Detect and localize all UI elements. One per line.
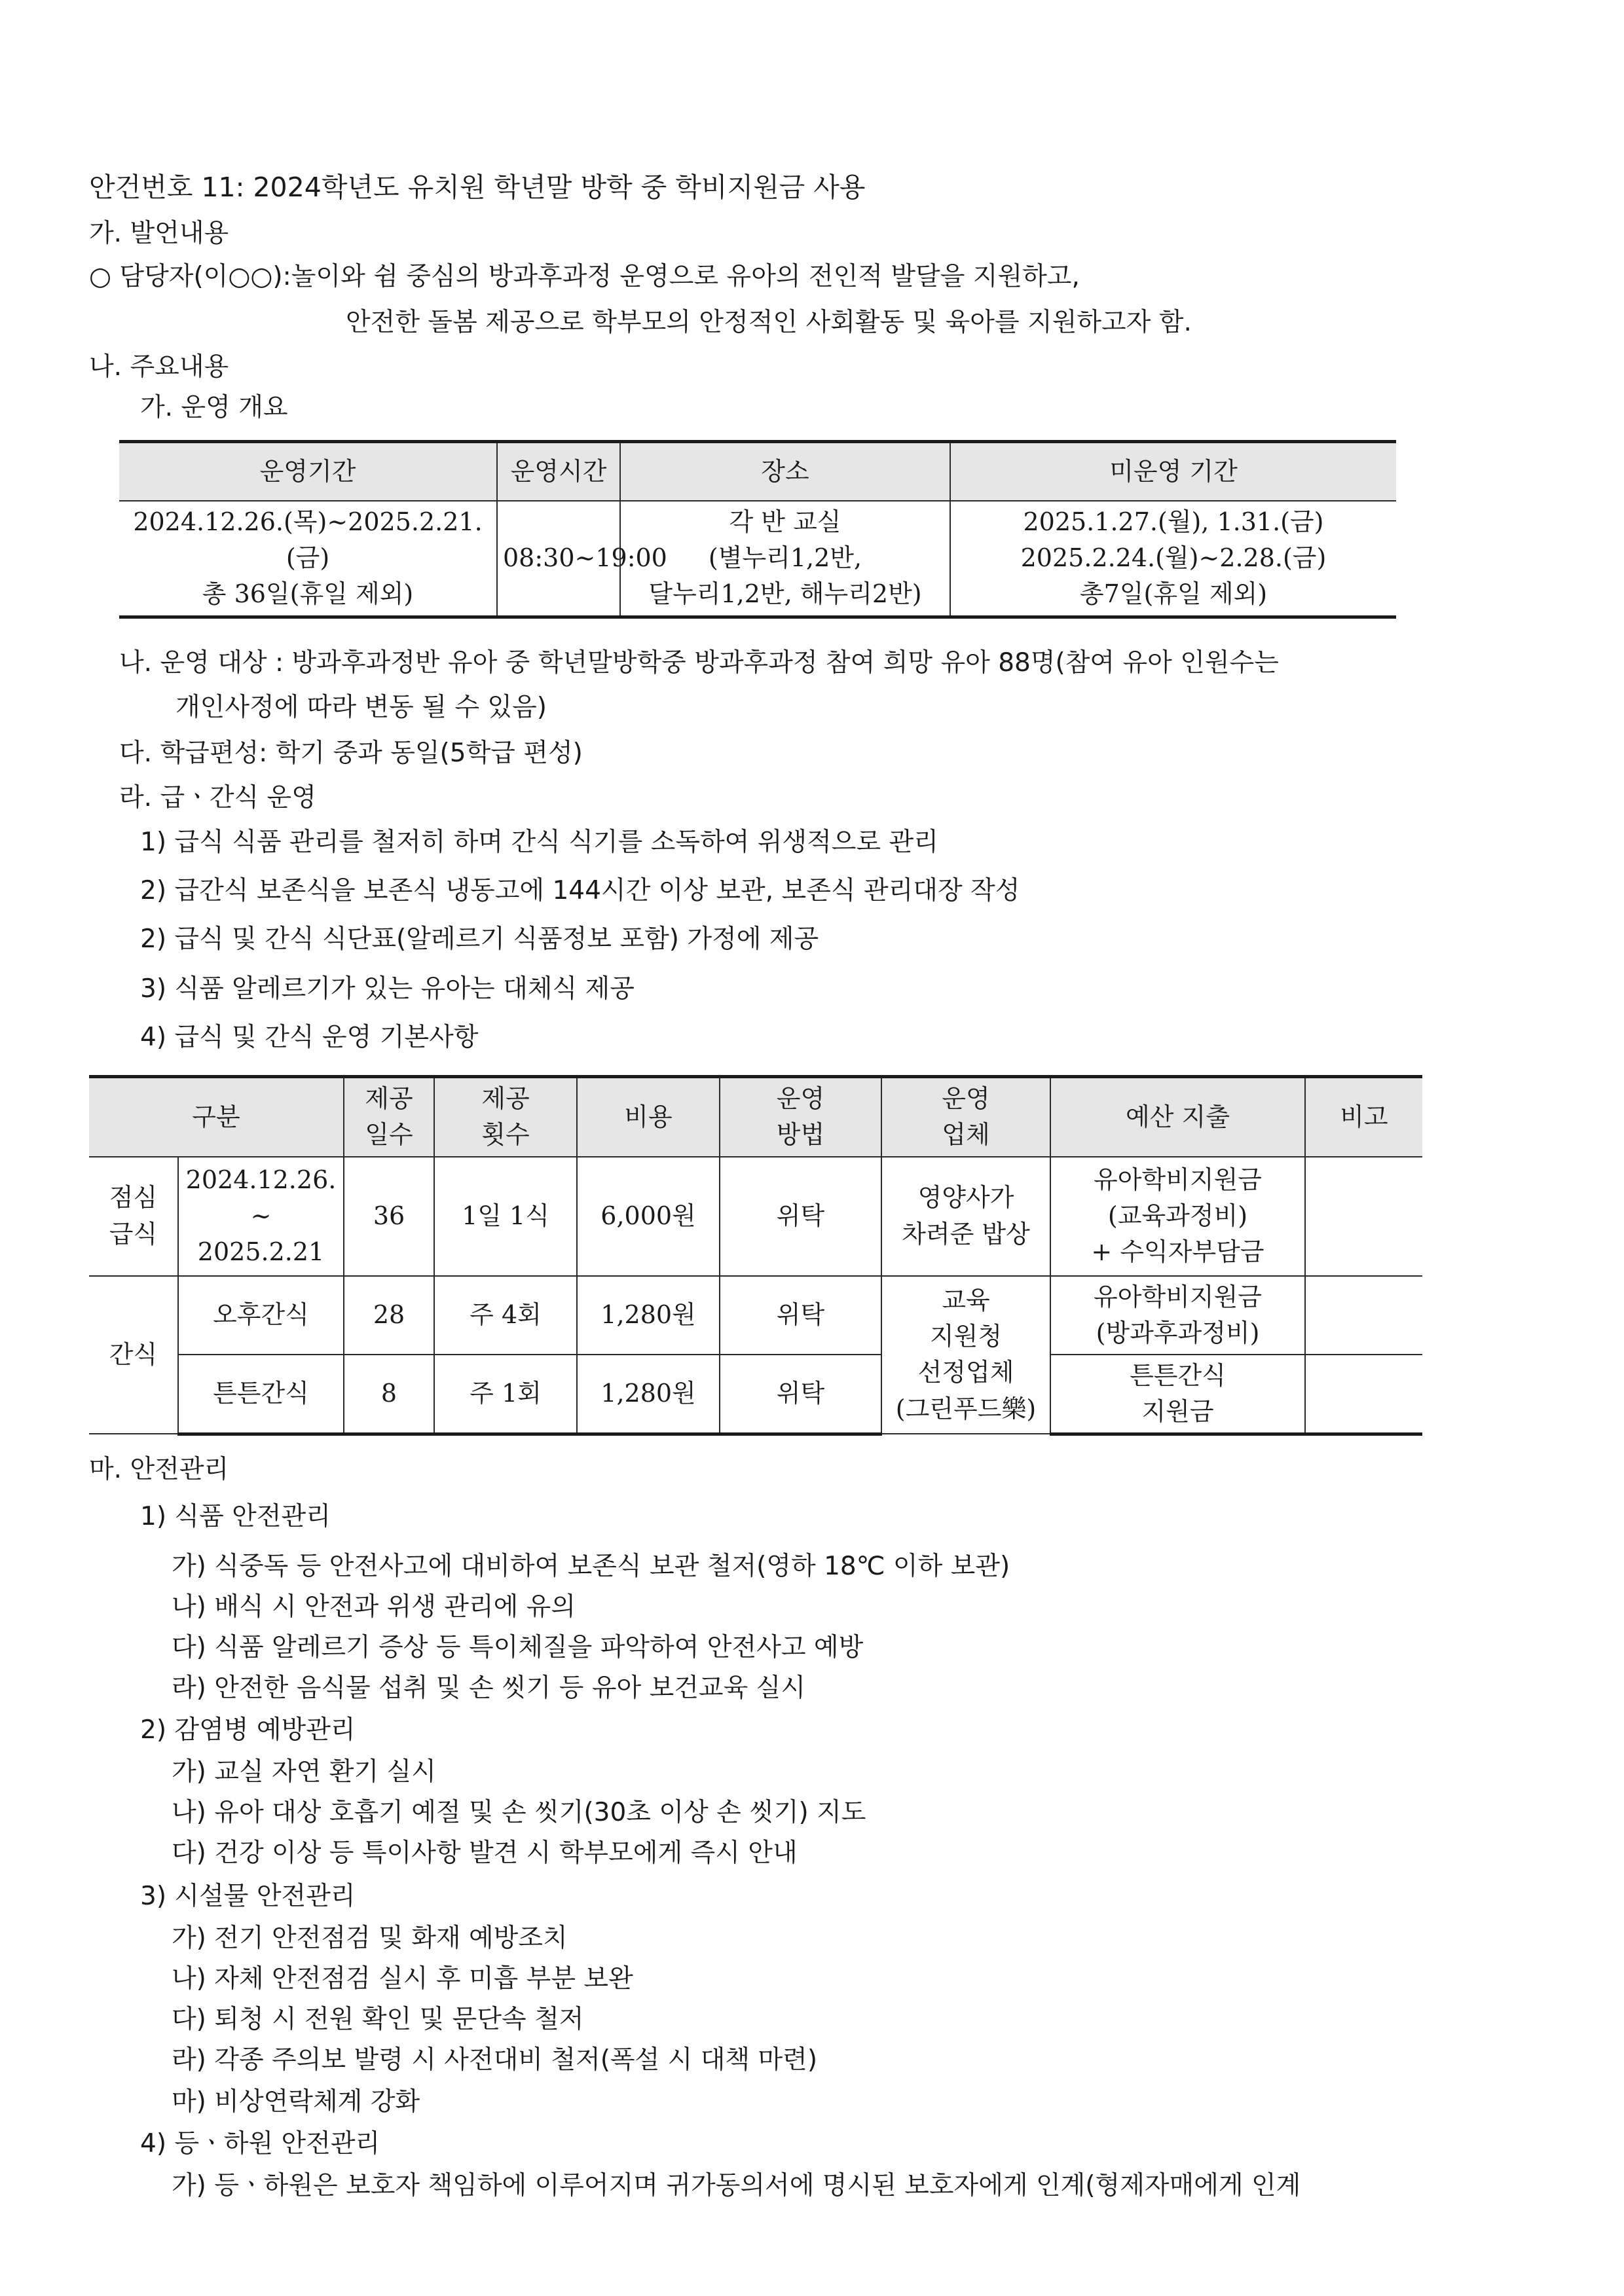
meal-table [89, 1075, 1422, 1436]
lunch-vendor: 영양사가 차려준 밥상 [881, 1157, 1050, 1276]
healthy-snack-note [1305, 1355, 1422, 1434]
healthy-snack-count: 주 1회 [434, 1355, 577, 1434]
lunch-method: 위탁 [720, 1157, 881, 1276]
safety-subheading: 1) 식품 안전관리 [140, 1502, 331, 1531]
overview-header-time: 운영시간 [497, 442, 620, 501]
overview-place-line: 달누리1,2반, 해누리2반) [648, 579, 922, 609]
overview-place-line: (별누리1,2반, [708, 543, 862, 573]
healthy-snack-cost: 1,280원 [577, 1355, 720, 1434]
overview-header-period: 운영기간 [119, 442, 497, 501]
meal-heading: 라. 급ㆍ간식 운영 [119, 783, 316, 812]
target-line-2: 개인사정에 따라 변동 될 수 있음) [175, 693, 547, 722]
safety-item: 라) 각종 주의보 발령 시 사전대비 철저(폭설 시 대책 마련) [172, 2045, 818, 2075]
overview-closed-cell [950, 501, 1396, 617]
meal-header-note: 비고 [1305, 1077, 1422, 1157]
safety-subheading: 3) 시설물 안전관리 [140, 1882, 356, 1911]
meal-header-count: 제공 횟수 [434, 1077, 577, 1157]
class-composition: 다. 학급편성: 학기 중과 동일(5학급 편성) [119, 738, 583, 768]
meal-header-days: 제공 일수 [344, 1077, 434, 1157]
overview-table [119, 440, 1396, 619]
snack-vendor [881, 1276, 1050, 1434]
afternoon-snack-cost: 1,280원 [577, 1276, 720, 1355]
safety-heading: 마. 안전관리 [89, 1455, 229, 1484]
lunch-budget-line: (교육과정비) [1107, 1201, 1248, 1230]
lunch-period-line: 2025.2.21 [197, 1237, 325, 1267]
lunch-days: 36 [344, 1157, 434, 1276]
agenda-title: 안건번호 11: 2024학년도 유치원 학년말 방학 중 학비지원금 사용 [89, 172, 866, 203]
snack-vendor-line: 교육 [942, 1286, 990, 1315]
section-na-heading: 나. 주요내용 [89, 352, 229, 382]
meal-header-cost: 비용 [577, 1077, 720, 1157]
speaker-line-2: 안전한 돌봄 제공으로 학부모의 안정적인 사회활동 및 육아를 지원하고자 함. [346, 308, 1192, 337]
snack-label: 간식 [89, 1276, 178, 1434]
target-line-1: 나. 운영 대상 : 방과후과정반 유아 중 학년말방학중 방과후과정 참여 희망 유아 88명(참여 유아 인원수는 [119, 648, 1279, 678]
safety-item: 가) 식중독 등 안전사고에 대비하여 보존식 보관 철저(영하 18℃ 이하 보관) [172, 1552, 1010, 1581]
lunch-period-line: ~ [250, 1201, 272, 1230]
afternoon-budget-line: 유아학비지원금 [1094, 1282, 1262, 1311]
meal-header-budget: 예산 지출 [1050, 1077, 1305, 1157]
overview-header-closed: 미운영 기간 [950, 442, 1396, 501]
snack-vendor-line: 지원청 [929, 1322, 1003, 1351]
afternoon-snack-days: 28 [344, 1276, 434, 1355]
overview-header-place: 장소 [620, 442, 950, 501]
afternoon-snack-note [1305, 1276, 1422, 1355]
lunch-budget [1050, 1157, 1305, 1276]
afternoon-snack-name: 오후간식 [178, 1276, 344, 1355]
lunch-period-line: 2024.12.26. [185, 1165, 337, 1194]
overview-heading: 가. 운영 개요 [140, 393, 288, 422]
meal-item: 3) 식품 알레르기가 있는 유아는 대체식 제공 [140, 974, 635, 1004]
overview-closed-line: 2025.2.24.(월)~2.28.(금) [1020, 543, 1327, 573]
lunch-count: 1일 1식 [434, 1157, 577, 1276]
lunch-period [178, 1157, 344, 1276]
safety-item: 나) 배식 시 안전과 위생 관리에 유의 [172, 1592, 576, 1622]
safety-item: 다) 건강 이상 등 특이사항 발견 시 학부모에게 즉시 안내 [172, 1838, 798, 1868]
healthy-snack-days: 8 [344, 1355, 434, 1434]
afternoon-snack-budget [1050, 1276, 1305, 1355]
healthy-budget-line: 지원금 [1141, 1396, 1214, 1426]
meal-header-category: 구분 [89, 1077, 344, 1157]
safety-item: 나) 유아 대상 호흡기 예절 및 손 씻기(30초 이상 손 씻기) 지도 [172, 1798, 866, 1827]
safety-subheading: 4) 등ㆍ하원 안전관리 [140, 2129, 380, 2159]
healthy-snack-method: 위탁 [720, 1355, 881, 1434]
safety-subheading: 2) 감염병 예방관리 [140, 1715, 356, 1745]
overview-period-dates: 2024.12.26.(목)~2025.2.21.(금) [133, 507, 483, 573]
speaker-line-1: ○ 담당자(이○○):놀이와 쉼 중심의 방과후과정 운영으로 유아의 전인적 발달을 지원하고, [89, 262, 1080, 291]
afternoon-snack-count: 주 4회 [434, 1276, 577, 1355]
safety-item: 나) 자체 안전점검 실시 후 미흡 부분 보완 [172, 1964, 633, 1994]
safety-item: 라) 안전한 음식물 섭취 및 손 씻기 등 유아 보건교육 실시 [172, 1673, 806, 1703]
overview-closed-line: 2025.1.27.(월), 1.31.(금) [1023, 507, 1324, 537]
lunch-budget-line: 유아학비지원금 [1094, 1165, 1262, 1194]
safety-item: 가) 교실 자연 환기 실시 [172, 1757, 436, 1787]
overview-place-line: 각 반 교실 [729, 507, 841, 537]
safety-item: 마) 비상연락체계 강화 [172, 2087, 420, 2117]
afternoon-snack-method: 위탁 [720, 1276, 881, 1355]
meal-item: 2) 급식 및 간식 식단표(알레르기 식품정보 포함) 가정에 제공 [140, 924, 819, 954]
overview-time-cell: 08:30~19:00 [497, 501, 620, 617]
meal-header-vendor: 운영 업체 [881, 1077, 1050, 1157]
lunch-cost: 6,000원 [577, 1157, 720, 1276]
meal-item: 4) 급식 및 간식 운영 기본사항 [140, 1023, 479, 1052]
overview-period-days: 총 36일(휴일 제외) [202, 579, 414, 609]
healthy-snack-name: 튼튼간식 [178, 1355, 344, 1434]
healthy-snack-budget [1050, 1355, 1305, 1434]
healthy-budget-line: 튼튼간식 [1130, 1360, 1226, 1390]
snack-vendor-line: (그린푸드樂) [895, 1394, 1037, 1423]
safety-item: 다) 퇴청 시 전원 확인 및 문단속 철저 [172, 2005, 584, 2034]
overview-period-cell [119, 501, 497, 617]
safety-item: 다) 식품 알레르기 증상 등 특이체질을 파악하여 안전사고 예방 [172, 1633, 864, 1662]
snack-vendor-line: 선정업체 [917, 1358, 1014, 1387]
meal-header-method: 운영 방법 [720, 1077, 881, 1157]
meal-item: 1) 급식 식품 관리를 철저히 하며 간식 식기를 소독하여 위생적으로 관리 [140, 828, 938, 857]
lunch-label: 점심 급식 [89, 1157, 178, 1276]
overview-place-cell [620, 501, 950, 617]
safety-item: 가) 등ㆍ하원은 보호자 책임하에 이루어지며 귀가동의서에 명시된 보호자에게 인계(형제자매에게 인계 [172, 2171, 1301, 2200]
overview-closed-line: 총7일(휴일 제외) [1079, 579, 1268, 609]
safety-item: 가) 전기 안전점검 및 화재 예방조치 [172, 1923, 568, 1953]
meal-item: 2) 급간식 보존식을 보존식 냉동고에 144시간 이상 보관, 보존식 관리대장 작성 [140, 876, 1020, 905]
section-ga-heading: 가. 발언내용 [89, 219, 229, 248]
lunch-note [1305, 1157, 1422, 1276]
afternoon-budget-line: (방과후과정비) [1096, 1318, 1260, 1347]
lunch-budget-line: + 수익자부담금 [1091, 1237, 1264, 1267]
